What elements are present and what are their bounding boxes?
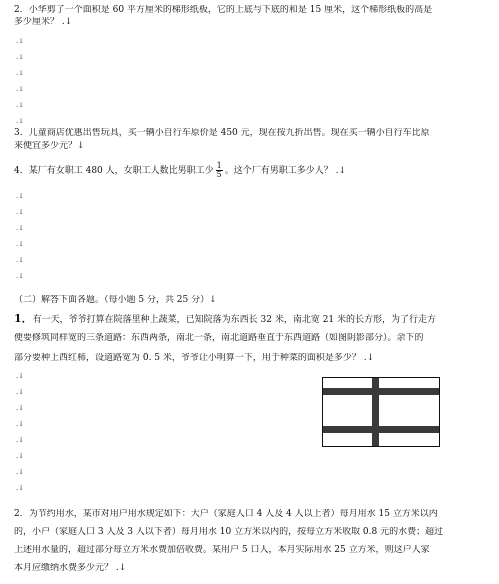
question-3-line-2: 来便宜多少元？↓ — [14, 141, 85, 151]
north-south-road — [372, 378, 379, 446]
problem-2-line-1: 2．为节约用水，某市对用户用水规定如下：大户（家庭人口 4 人及 4 人以上者）每月用水 15 立方米以内 — [14, 509, 438, 519]
blank-line-mark: .↓ — [16, 272, 25, 280]
problem-2-line-2: 的，小户（家庭人口 3 人及 3 人以下者）每月用水 10 立方米以内的，按每立方米收取 0.8 元的水费；超过 — [14, 527, 444, 537]
problem-1-line-1-text: 有一天，爷爷打算在院落里种上蔬菜，已知院落为东西长 32 米，南北宽 21 米的长方形，为了行走方 — [32, 315, 437, 325]
blank-line-mark: .↓ — [16, 192, 25, 200]
question-4-text-before: 4．某厂有女职工 480 人，女职工人数比男职工少 — [14, 166, 214, 176]
blank-line-mark: .↓ — [16, 420, 25, 428]
blank-line-mark: .↓ — [16, 37, 25, 45]
blank-line-mark: .↓ — [16, 452, 25, 460]
question-2-line-1: 2．小华剪了一个面积是 60 平方厘米的梯形纸板，它的上底与下底的和是 15 厘米，这个梯形纸板的高是 — [14, 5, 433, 15]
question-4-text-after: 。这个厂有男职工多少人？ .↓ — [224, 166, 346, 176]
problem-2-line-3: 上述用水量的，超过部分每立方米水费加倍收费。某用户 5 口人，本月实际用水 25 立方米，则这户人家 — [14, 545, 430, 555]
blank-line-mark: .↓ — [16, 85, 25, 93]
blank-line-mark: .↓ — [16, 436, 25, 444]
blank-line-mark: .↓ — [16, 53, 25, 61]
blank-line-mark: .↓ — [16, 208, 25, 216]
courtyard-diagram — [322, 377, 440, 447]
problem-1-line-3: 部分要种上西红柿，设道路宽为 0. 5 米，爷爷让小明算一下，用于种菜的面积是多少？ .↓ — [14, 353, 375, 363]
section-heading: （二）解答下面各题。（每小题 5 分，共 25 分）↓ — [14, 295, 217, 305]
blank-line-mark: .↓ — [16, 468, 25, 476]
blank-line-mark: .↓ — [16, 224, 25, 232]
problem-1-line-2: 便要修筑同样宽的三条道路：东西两条，南北一条，南北道路垂直于东西道路（如图阴影部分）。余下的 — [14, 333, 424, 343]
question-2-line-2: 多少厘米？ .↓ — [14, 17, 73, 27]
blank-line-mark: .↓ — [16, 388, 25, 396]
blank-line-mark: .↓ — [16, 404, 25, 412]
problem-1-line-1 — [14, 313, 484, 326]
question-3-line-1: 3．儿童商店优惠出售玩具，买一辆小自行车原价是 450 元，现在按九折出售。现在买一辆小自行车比原 — [14, 128, 430, 138]
problem-2-line-4: 本月应缴纳水费多少元？ .↓ — [14, 563, 127, 573]
fraction — [216, 162, 223, 179]
fraction-numerator: 1 — [216, 161, 222, 170]
blank-line-mark: .↓ — [16, 372, 25, 380]
problem-1-number: 1． — [14, 313, 33, 325]
blank-line-mark: .↓ — [16, 484, 25, 492]
blank-line-mark: .↓ — [16, 117, 25, 125]
fraction-denominator: 5 — [216, 170, 222, 179]
east-west-road — [323, 426, 439, 433]
blank-line-mark: .↓ — [16, 101, 25, 109]
east-west-road — [323, 388, 439, 395]
blank-line-mark: .↓ — [16, 256, 25, 264]
blank-line-mark: .↓ — [16, 69, 25, 77]
question-4 — [14, 161, 484, 181]
blank-line-mark: .↓ — [16, 240, 25, 248]
